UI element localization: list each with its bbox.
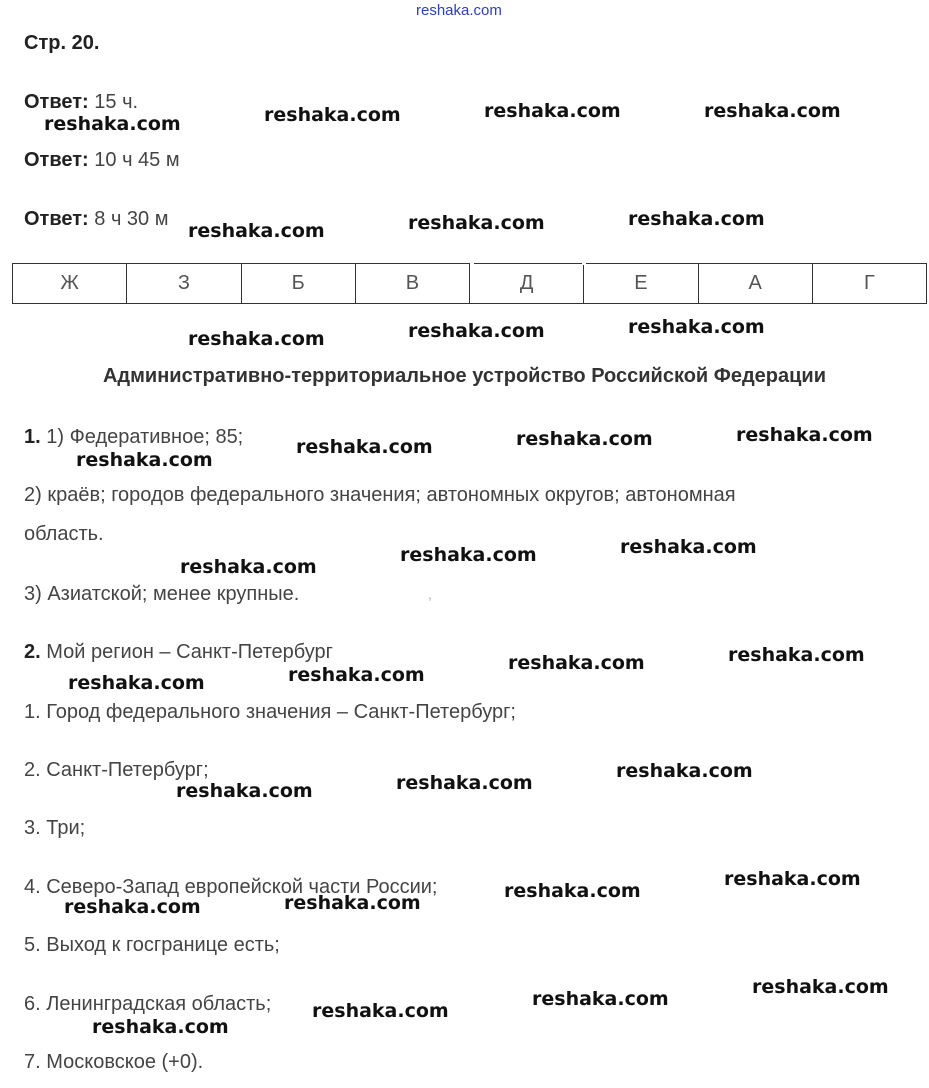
task-number: 2. — [24, 641, 41, 663]
answer-table — [12, 263, 927, 304]
list-item: 1. Город федерального значения – Санкт-Петербург; — [24, 701, 516, 723]
list-item: 2. Санкт-Петербург; — [24, 759, 209, 781]
watermark: reshaka.com — [284, 892, 421, 914]
watermark: reshaka.com — [180, 556, 317, 578]
watermark: reshaka.com — [628, 208, 765, 230]
watermark: reshaka.com — [176, 780, 313, 802]
list-item: 5. Выход к госгранице есть; — [24, 934, 280, 956]
watermark: reshaka.com — [288, 664, 425, 686]
table-cell: Г — [812, 264, 926, 304]
watermark: reshaka.com — [724, 868, 861, 890]
section-heading: Административно-территориальное устройство Российской Федерации — [102, 365, 826, 387]
task-number: 1. — [24, 426, 41, 448]
table-cell: Д — [470, 264, 584, 304]
watermark: reshaka.com — [728, 644, 865, 666]
watermark: reshaka.com — [312, 1000, 449, 1022]
watermark: reshaka.com — [616, 760, 753, 782]
answer-2 — [24, 148, 180, 172]
watermark: reshaka.com — [188, 220, 325, 242]
table-cell: З — [127, 264, 241, 304]
task1-part1 — [24, 425, 243, 449]
watermark: reshaka.com — [296, 436, 433, 458]
task-text: 1) Федеративное; 85; — [46, 426, 244, 448]
table-cell: Б — [241, 264, 355, 304]
watermark: reshaka.com — [408, 320, 545, 342]
task2-title — [24, 640, 333, 664]
answer-value: 8 ч 30 м — [94, 208, 169, 230]
stray-mark: , — [428, 586, 432, 602]
watermark: reshaka.com — [396, 772, 533, 794]
answer-3 — [24, 207, 168, 231]
list-item: 3. Три; — [24, 817, 86, 839]
task1-part2-line1: 2) краёв; городов федерального значения; автономных округов; автономная — [24, 484, 736, 506]
border-gap — [470, 262, 474, 265]
watermark: reshaka.com — [704, 100, 841, 122]
answer-1 — [24, 90, 138, 114]
table-cell: А — [698, 264, 812, 304]
watermark: reshaka.com — [620, 536, 757, 558]
watermark: reshaka.com — [188, 328, 325, 350]
watermark: reshaka.com — [64, 896, 201, 918]
watermark: reshaka.com — [408, 212, 545, 234]
list-item: 6. Ленинградская область; — [24, 993, 272, 1015]
answer-value: 10 ч 45 м — [94, 149, 180, 171]
task1-part3: 3) Азиатской; менее крупные. — [24, 583, 300, 605]
table-cell: Ж — [13, 264, 127, 304]
answer-label: Ответ: — [24, 91, 89, 113]
table-cell: В — [355, 264, 469, 304]
watermark: reshaka.com — [484, 100, 621, 122]
watermark: reshaka.com — [508, 652, 645, 674]
watermark: reshaka.com — [44, 113, 181, 135]
task-text: Мой регион – Санкт-Петербург — [46, 641, 333, 663]
border-gap — [582, 262, 586, 265]
watermark: reshaka.com — [516, 428, 653, 450]
watermark: reshaka.com — [752, 976, 889, 998]
watermark: reshaka.com — [264, 104, 401, 126]
list-item: 7. Московское (+0). — [24, 1051, 204, 1073]
page-number: Стр. 20. — [24, 32, 100, 54]
watermark: reshaka.com — [76, 449, 213, 471]
watermark: reshaka.com — [400, 544, 537, 566]
answer-value: 15 ч. — [94, 91, 139, 113]
watermark: reshaka.com — [92, 1016, 229, 1038]
answer-label: Ответ: — [24, 149, 89, 171]
answer-label: Ответ: — [24, 208, 89, 230]
watermark: reshaka.com — [68, 672, 205, 694]
watermark: reshaka.com — [628, 316, 765, 338]
site-watermark: reshaka.com — [416, 2, 502, 19]
table-cell: Е — [584, 264, 698, 304]
task1-part2-line2: область. — [24, 523, 104, 545]
watermark: reshaka.com — [532, 988, 669, 1010]
list-item: 4. Северо-Запад европейской части России; — [24, 876, 438, 898]
table-row — [13, 264, 927, 304]
watermark: reshaka.com — [736, 424, 873, 446]
watermark: reshaka.com — [504, 880, 641, 902]
